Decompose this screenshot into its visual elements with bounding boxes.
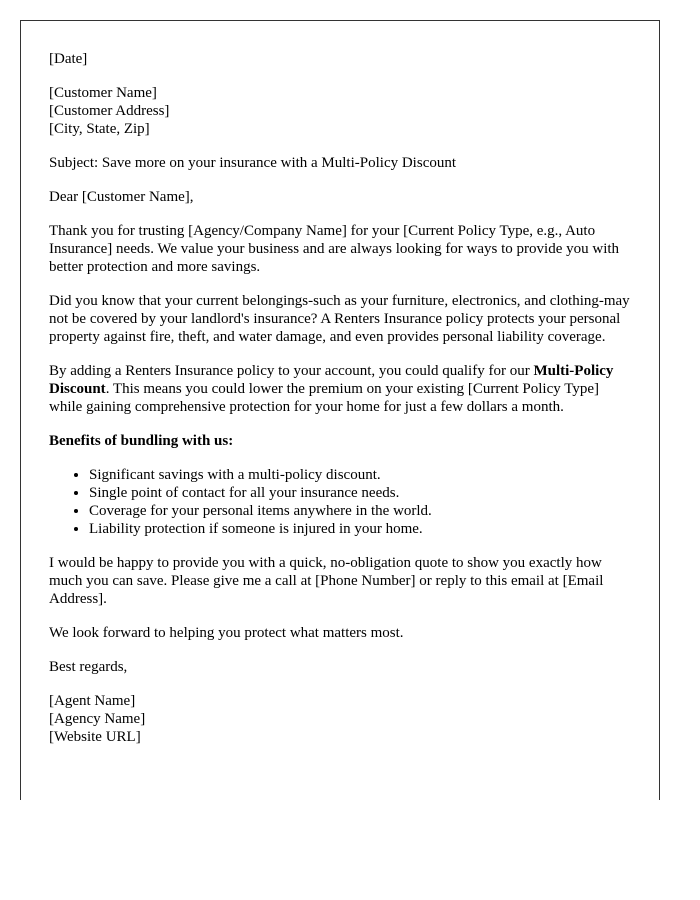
multi-policy-discount-bold: Multi-Policy Discount (49, 363, 614, 397)
paragraph-3-after: . This means you could lower the premium on your existing [Current Policy Type] while gaining comprehensive protection for your home for just a few dollars a month. (49, 381, 600, 415)
body-paragraph-4: I would be happy to provide you with a quick, no-obligation quote to show you exactly how much you can save. Please give me a call at [Phone Number] or reply to this email at [Email Address]. (49, 555, 604, 607)
letter-subject: Subject: Save more on your insurance with a Multi-Policy Discount (49, 155, 457, 171)
recipient-name: [Customer Name] (49, 85, 157, 101)
paragraph-3-before: By adding a Renters Insurance policy to your account, you could qualify for our (49, 363, 534, 379)
recipient-city-state-zip: [City, State, Zip] (49, 121, 150, 137)
benefit-item: • Coverage for your personal items anywhere in the world. (89, 502, 631, 520)
letter-date: [Date] (49, 51, 88, 67)
body-paragraph-5: We look forward to helping you protect what matters most. (49, 625, 404, 641)
letter-closing: Best regards, (49, 659, 128, 675)
signature-agent-name: [Agent Name] (49, 693, 136, 709)
benefit-item: • Significant savings with a multi-policy discount. (89, 466, 631, 484)
body-paragraph-1: Thank you for trusting [Agency/Company Name] for your [Current Policy Type, e.g., Auto Insurance] needs. We value your business and are always looking for ways to provide you with better protection and more savings. (49, 223, 620, 275)
signature-block (49, 692, 631, 746)
recipient-block (49, 84, 631, 138)
letter-salutation: Dear [Customer Name], (49, 189, 194, 205)
recipient-address: [Customer Address] (49, 103, 170, 119)
signature-agency-name: [Agency Name] (49, 711, 146, 727)
body-paragraph-2: Did you know that your current belongings-such as your furniture, electronics, and clothing-may not be covered by your landlord's insurance? A Renters Insurance policy protects your personal property against fire, theft, and water damage, and even provides personal liability coverage. (49, 293, 630, 345)
benefit-item: • Single point of contact for all your insurance needs. (89, 484, 631, 502)
body-paragraph-3 (49, 362, 631, 416)
benefits-heading: Benefits of bundling with us: (49, 433, 234, 449)
letter-page (20, 20, 660, 800)
benefit-item: • Liability protection if someone is injured in your home. (89, 520, 631, 538)
signature-website: [Website URL] (49, 729, 141, 745)
benefits-list (49, 466, 631, 538)
